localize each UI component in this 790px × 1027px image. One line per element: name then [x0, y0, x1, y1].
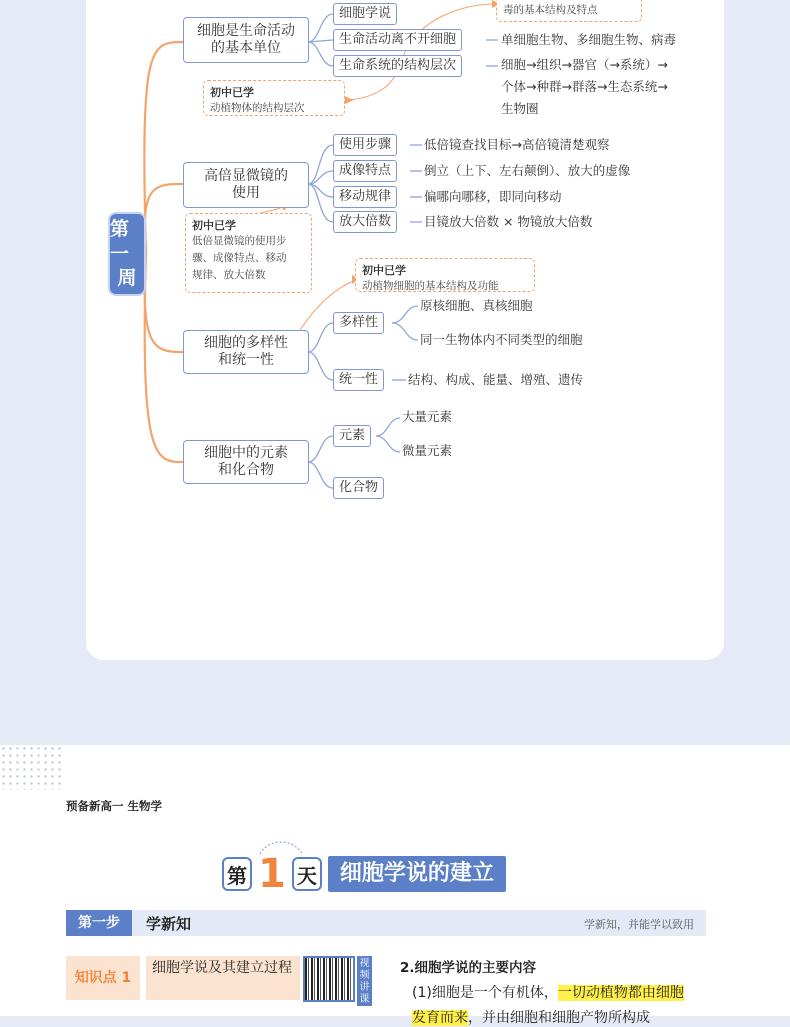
leaf-macro-elements: 大量元素: [402, 409, 453, 424]
step-name: 学新知: [146, 915, 192, 933]
day-prefix: 第: [222, 857, 252, 891]
node-life-system-levels: 生命系统的结构层次: [333, 55, 462, 77]
branch-3-line2: 和统一性: [218, 352, 274, 368]
content-paragraph: [412, 982, 684, 1002]
branch-diversity-unity: [183, 330, 309, 374]
leaf-magnification: 目镜放大倍数 × 物镜放大倍数: [424, 214, 593, 229]
qr-code-icon[interactable]: [303, 956, 355, 1002]
leaf-unity: 结构、构成、能量、增殖、遗传: [408, 372, 584, 387]
note-1-title: 初中已学: [210, 86, 254, 99]
leaf-same-organism: 同一生物体内不同类型的细胞: [420, 332, 583, 347]
note-1-body: 动植物体的结构层次: [210, 102, 305, 114]
dot-pattern: [0, 745, 62, 790]
note-branch-1: [203, 80, 345, 116]
node-movement: 移动规律: [333, 186, 397, 208]
note-3-body: 动植物细胞的基本结构及功能: [362, 280, 499, 292]
note-2-line2: 骤、成像特点、移动: [192, 251, 287, 264]
content-text-b: ，并由细胞和细胞产物所构成: [468, 1010, 650, 1026]
node-magnification: 放大倍数: [333, 211, 397, 233]
node-usage-steps: 使用步骤: [333, 134, 397, 156]
note-3-title: 初中已学: [362, 264, 406, 277]
node-compounds: 化合物: [333, 477, 384, 499]
branch-1-line2: 的基本单位: [211, 40, 281, 56]
node-unity: 统一性: [333, 369, 384, 391]
leaf-organisms: 单细胞生物、多细胞生物、病毒: [501, 32, 677, 47]
note-top: [496, 0, 642, 22]
week-tag: [108, 212, 146, 296]
content-paragraph-2: [412, 1007, 650, 1027]
knowledge-point-tag: 知识点 1: [66, 956, 140, 1000]
day-number: 1: [258, 851, 286, 897]
content-highlight-2: 发育而来: [412, 1010, 468, 1026]
leaf-levels-3: 生物圈: [501, 101, 539, 116]
branch-microscope: [183, 162, 309, 208]
branch-4-line1: 细胞中的元素: [204, 444, 288, 461]
note-branch-2: [185, 213, 312, 293]
note-top-body: 毒的基本结构及特点: [503, 4, 598, 16]
note-2-line1: 低倍显微镜的使用步: [192, 235, 287, 247]
knowledge-point-title: 细胞学说及其建立过程: [146, 956, 300, 1000]
branch-4-line2: 和化合物: [218, 462, 274, 478]
content-highlight-1: 一切动植物都由细胞: [557, 985, 684, 1001]
node-cell-theory: 细胞学说: [333, 3, 397, 25]
branch-cell-basic-unit: [183, 17, 309, 63]
leaf-imaging: 倒立（上下、左右颠倒）、放大的虚像: [424, 163, 631, 178]
leaf-trace-elements: 微量元素: [402, 443, 453, 458]
note-2-line3: 规律、放大倍数: [192, 268, 266, 281]
week-tag-line1: 第一: [110, 217, 130, 265]
branch-elements-compounds: [183, 440, 309, 484]
note-branch-3: [355, 258, 535, 292]
video-lesson-label[interactable]: 视频讲课: [357, 956, 372, 1006]
content-title: 2.细胞学说的主要内容: [400, 960, 537, 976]
leaf-movement: 偏哪向哪移，即同向移动: [424, 189, 562, 204]
step-tag: 第一步: [66, 910, 132, 936]
leaf-usage-steps: 低倍镜查找目标→高倍镜清楚观察: [424, 137, 610, 152]
step-subtitle: 学新知，并能学以致用: [584, 918, 694, 931]
branch-2-line1: 高倍显微镜的: [204, 167, 288, 184]
node-imaging: 成像特点: [333, 160, 397, 182]
note-2-title: 初中已学: [192, 219, 236, 232]
day-title-text: 细胞学说的建立: [328, 856, 506, 892]
leaf-levels-2: 个体→种群→群落→生态系统→: [501, 79, 668, 94]
content-text-a: (1)细胞是一个有机体，: [412, 985, 558, 1001]
day-suffix: 天: [292, 857, 322, 891]
leaf-cell-types: 原核细胞、真核细胞: [420, 298, 533, 313]
node-life-needs-cells: 生命活动离不开细胞: [333, 29, 462, 51]
week-tag-line2: 周: [117, 267, 137, 290]
branch-2-line2: 使用: [232, 185, 260, 201]
running-header: 预备新高一 生物学: [66, 799, 163, 813]
node-elements: 元素: [333, 425, 371, 447]
leaf-levels-1: 细胞→组织→器官（→系统）→: [501, 57, 668, 72]
branch-1-line1: 细胞是生命活动: [197, 22, 295, 39]
branch-3-line1: 细胞的多样性: [204, 334, 288, 351]
node-diversity: 多样性: [333, 312, 384, 334]
day-title: [222, 851, 506, 897]
